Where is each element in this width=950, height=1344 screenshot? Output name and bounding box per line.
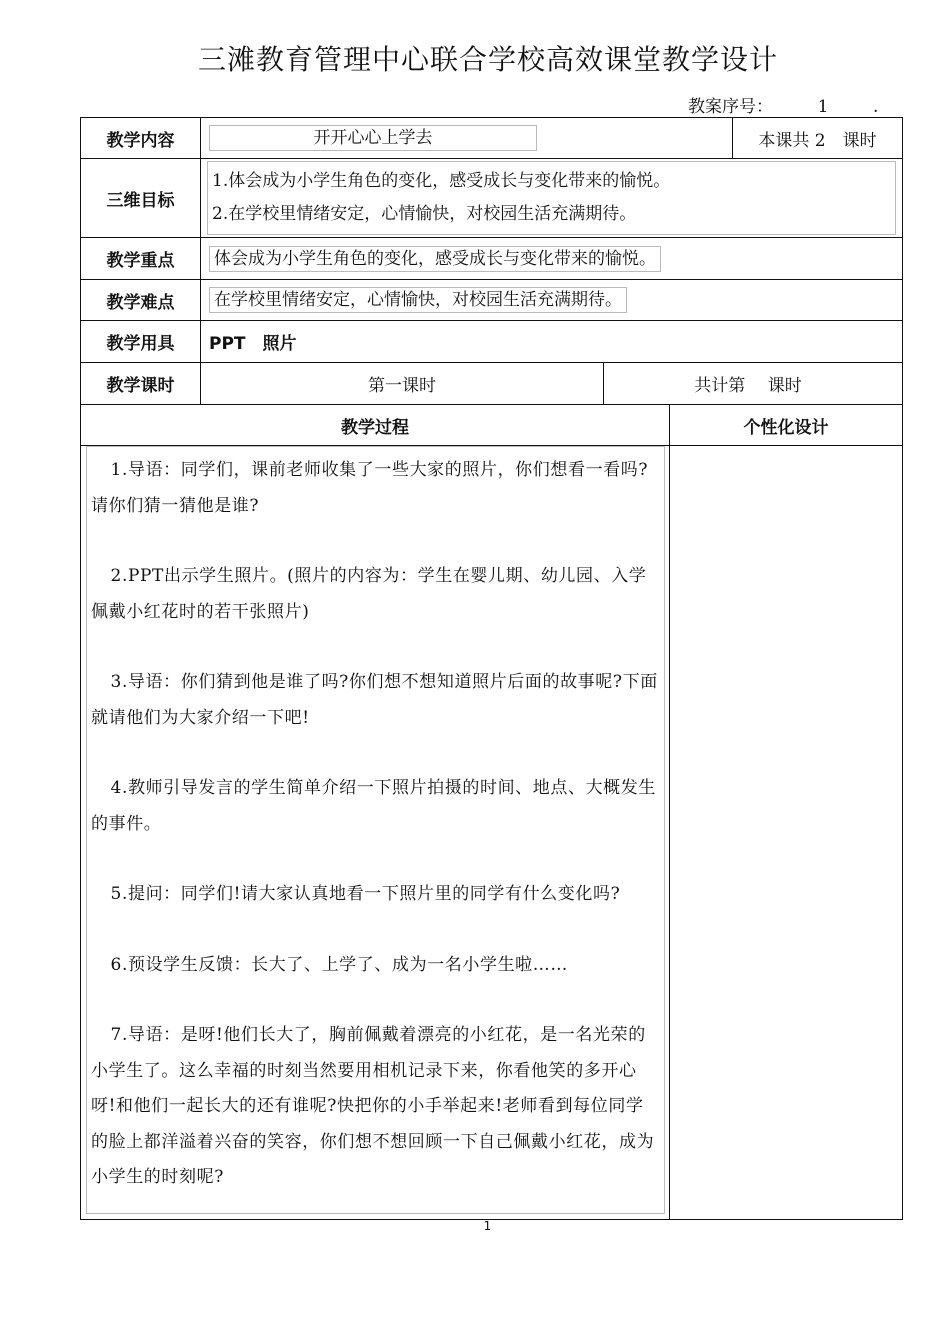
content-label: 教学内容 bbox=[81, 118, 201, 159]
period-count: 共计第 课时 bbox=[604, 363, 903, 405]
row-goals bbox=[81, 159, 903, 238]
period-current: 第一课时 bbox=[201, 363, 604, 405]
process-step: 3.导语：你们猜到他是谁了吗?你们想不想知道照片后面的故事呢?下面就请他们为大家介绍一下吧! bbox=[91, 672, 658, 728]
process-step: 6.预设学生反馈：长大了、上学了、成为一名小学生啦…… bbox=[110, 954, 568, 975]
row-tools bbox=[81, 321, 903, 363]
process-step: 1.导语：同学们，课前老师收集了一些大家的照片，你们想看一看吗?请你们猜一猜他是谁? bbox=[91, 460, 649, 516]
plan-number-suffix: . bbox=[873, 97, 879, 117]
key-point-label: 教学重点 bbox=[81, 238, 201, 280]
goal-item: 1.体会成为小学生角色的变化，感受成长与变化带来的愉悦。 bbox=[212, 171, 671, 191]
process-step: 2.PPT出示学生照片。(照片的内容为：学生在婴儿期、幼儿园、入学佩戴小红花时的若干张照片) bbox=[91, 566, 647, 622]
process-cell bbox=[81, 446, 670, 1220]
content-cell bbox=[201, 118, 733, 159]
lesson-plan-table bbox=[80, 117, 903, 1220]
tools-label: 教学用具 bbox=[81, 321, 201, 363]
goals-label: 三维目标 bbox=[81, 159, 201, 238]
row-process-header bbox=[81, 405, 903, 446]
row-content bbox=[81, 118, 903, 159]
difficulty-label: 教学难点 bbox=[81, 280, 201, 321]
plan-number-label: 教案序号： bbox=[688, 97, 773, 117]
goal-item: 2.在学校里情绪安定，心情愉快，对校园生活充满期待。 bbox=[212, 204, 637, 224]
row-period bbox=[81, 363, 903, 405]
row-key-point bbox=[81, 238, 903, 280]
row-process-body bbox=[81, 446, 903, 1220]
row-difficulty bbox=[81, 280, 903, 321]
plan-number bbox=[688, 92, 878, 118]
content-value: 开开心心上学去 bbox=[209, 125, 537, 151]
goals-cell bbox=[201, 159, 903, 238]
plan-number-value: 1 bbox=[773, 97, 873, 118]
process-step: 4.教师引导发言的学生简单介绍一下照片拍摄的时间、地点、大概发生的事件。 bbox=[91, 778, 656, 834]
key-point-cell bbox=[201, 238, 903, 280]
period-label: 教学课时 bbox=[81, 363, 201, 405]
key-point-value: 体会成为小学生角色的变化，感受成长与变化带来的愉悦。 bbox=[209, 246, 661, 272]
process-step: 7.导语：是呀!他们长大了，胸前佩戴着漂亮的小红花，是一名光荣的小学生了。这么幸福的时刻当然要用相机记录下来，你看他笑的多开心呀!和他们一起长大的还有谁呢?快把你的小手举起来!老师看到每位同学的脸上都洋溢着兴奋的笑容，你们想不想回顾一下自己佩戴小红花，成为小学生的时刻呢? bbox=[91, 1025, 655, 1187]
period-total: 本课共 2 课时 bbox=[733, 118, 903, 159]
tools-value: PPT 照片 bbox=[201, 321, 903, 363]
process-header: 教学过程 bbox=[81, 405, 670, 446]
page-number: 1 bbox=[483, 1219, 492, 1233]
difficulty-value: 在学校里情绪安定，心情愉快，对校园生活充满期待。 bbox=[209, 287, 627, 313]
goals-box bbox=[207, 161, 896, 235]
difficulty-cell bbox=[201, 280, 903, 321]
process-steps bbox=[86, 446, 665, 1214]
personal-design-header: 个性化设计 bbox=[670, 405, 903, 446]
process-step: 5.提问：同学们!请大家认真地看一下照片里的同学有什么变化吗? bbox=[110, 884, 621, 904]
personal-design-cell bbox=[670, 446, 903, 1220]
document-title: 三滩教育管理中心联合学校高效课堂教学设计 bbox=[197, 43, 778, 76]
